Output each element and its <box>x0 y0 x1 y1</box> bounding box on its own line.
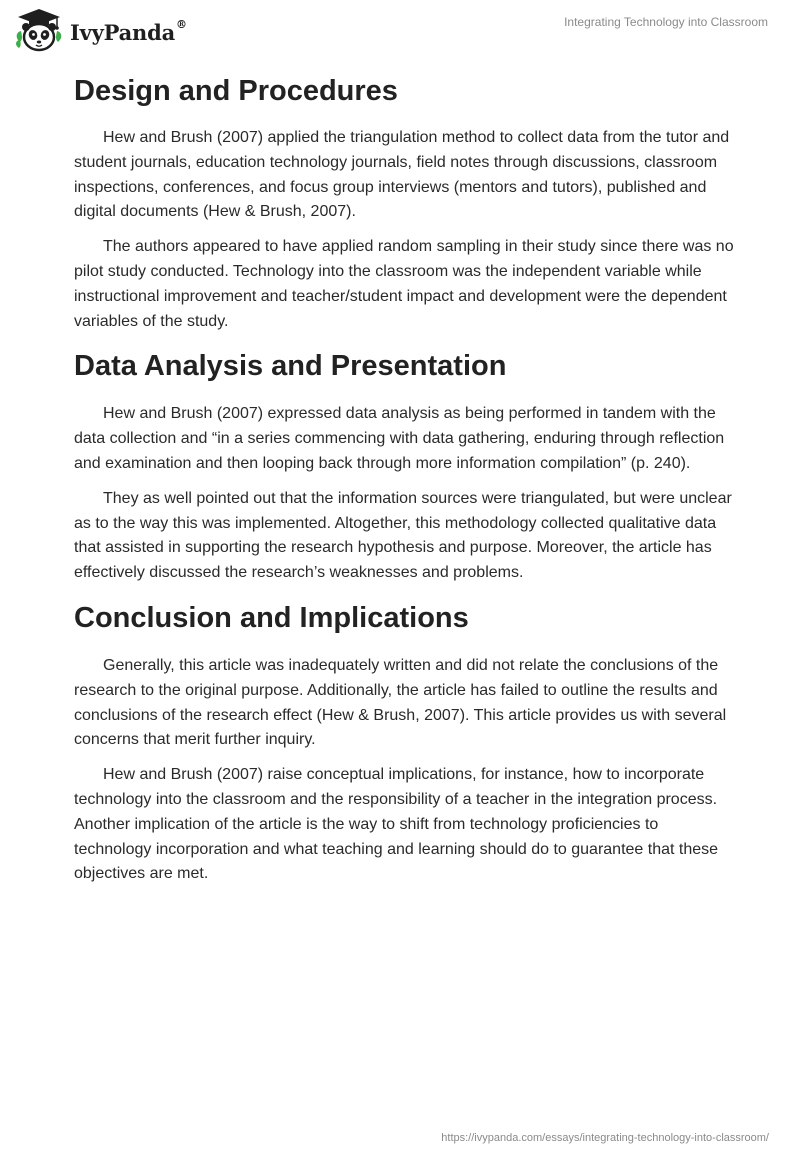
source-url[interactable]: https://ivypanda.com/essays/integrating-technology-into-classroom/ <box>441 1132 769 1144</box>
paragraph: Generally, this article was inadequately written and did not relate the conclusions of the research to the original purpose. Additionally, the article has failed to outline the results and conclusions of the research effect (Hew & Brush, 2007). This article provides us with several concerns that merit further inquiry. <box>74 656 727 749</box>
paragraph: Hew and Brush (2007) applied the triangulation method to collect data from the tutor and student journals, education technology journals, field notes through discussions, classroom inspections, conferences, and focus group interviews (mentors and tutors), published and digital documents (Hew & Brush, 2007). <box>74 129 730 221</box>
section-heading-data-analysis: Data Analysis and Presentation <box>74 350 507 383</box>
document-title: Integrating Technology into Classroom <box>564 15 768 29</box>
essay-content <box>74 72 734 897</box>
panda-icon <box>14 7 64 53</box>
brand-name: IvyPanda® <box>70 17 187 45</box>
section-heading-design: Design and Procedures <box>74 75 398 107</box>
registered-mark: ® <box>176 17 187 31</box>
ivypanda-logo[interactable] <box>14 7 187 53</box>
paragraph: Hew and Brush (2007) expressed data analysis as being performed in tandem with the data collection and “in a series commencing with data gathering, enduring through reflection and examination and then looping back through more information compilation” (p. 240). <box>74 405 725 472</box>
paragraph: Hew and Brush (2007) raise conceptual implications, for instance, how to incorporate technology into the classroom and the responsibility of a teacher in the integration process. Another implication of the article is the way to shift from technology proficiencies to technology incorporation and what teaching and learning should do to guarantee that these objectives are met. <box>74 766 719 883</box>
paragraph: The authors appeared to have applied random sampling in their study since there was no pilot study conducted. Technology into the classroom was the independent variable while instructional improvement and teacher/student impact and development were the dependent variables of the study. <box>74 238 734 330</box>
paragraph: They as well pointed out that the information sources were triangulated, but were unclear as to the way this was implemented. Altogether, this methodology collected qualitative data that assisted in supporting the research hypothesis and purpose. Moreover, the article has effectively discussed the research’s weaknesses and problems. <box>74 489 732 582</box>
page-header <box>0 0 800 60</box>
section-heading-conclusion: Conclusion and Implications <box>74 601 469 634</box>
